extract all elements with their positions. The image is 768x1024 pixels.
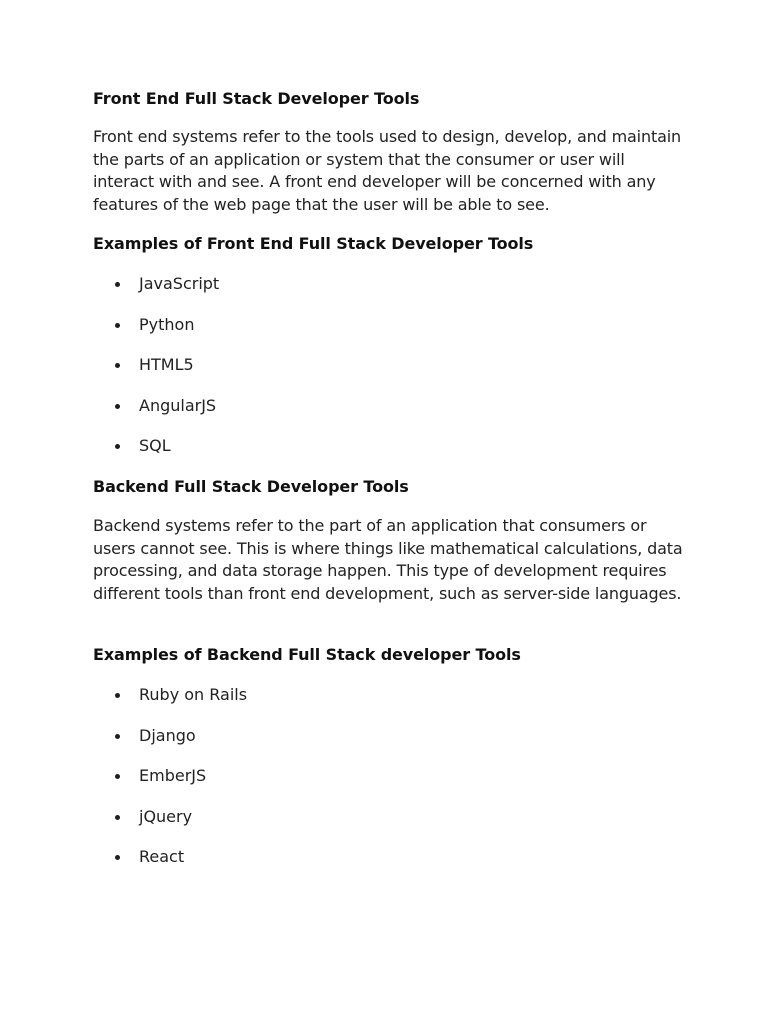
list-item-label: EmberJS xyxy=(139,766,207,786)
list-item-label: Ruby on Rails xyxy=(139,685,248,704)
bullet-icon xyxy=(115,404,120,409)
bullet-icon xyxy=(115,774,120,779)
list-item-label: Python xyxy=(139,314,195,334)
list-item xyxy=(93,765,653,806)
bullet-icon xyxy=(115,815,120,820)
list-item xyxy=(93,725,653,766)
bullet-icon xyxy=(115,734,120,739)
list-item xyxy=(93,435,653,476)
bullet-icon xyxy=(115,693,120,698)
list-item xyxy=(93,684,653,725)
bullet-icon xyxy=(115,444,120,449)
bullet-icon xyxy=(115,282,120,287)
list-item-label: AngularJS xyxy=(139,395,217,415)
backend-tools-list xyxy=(93,684,653,887)
list-item xyxy=(93,314,653,355)
list-item-label: Django xyxy=(139,725,196,745)
bullet-icon xyxy=(115,363,120,368)
list-item xyxy=(93,354,653,395)
list-item-label: JavaScript xyxy=(139,274,220,293)
bullet-icon xyxy=(115,323,120,328)
list-item-label: SQL xyxy=(139,436,171,456)
list-item xyxy=(93,273,653,314)
list-item-label: HTML5 xyxy=(139,355,194,375)
bullet-icon xyxy=(115,855,120,860)
list-item xyxy=(93,395,653,436)
front-end-tools-list xyxy=(93,273,653,476)
examples-heading-front-end: Examples of Front End Full Stack Developer Tools xyxy=(93,234,534,253)
section-heading-backend: Backend Full Stack Developer Tools xyxy=(93,477,409,496)
section-heading-front-end: Front End Full Stack Developer Tools xyxy=(93,89,420,108)
list-item-label: jQuery xyxy=(139,806,193,826)
list-item-label: React xyxy=(139,847,185,867)
section-paragraph-front-end: Front end systems refer to the tools used to design, develop, and maintain the parts of an application or system that the consumer or user will interact with and see. A front end developer will be concerned with any features of the web page that the user will be able to see. xyxy=(93,127,682,214)
list-item xyxy=(93,846,653,887)
list-item xyxy=(93,806,653,847)
examples-heading-backend: Examples of Backend Full Stack developer Tools xyxy=(93,645,521,664)
section-paragraph-backend: Backend systems refer to the part of an application that consumers or users cannot see. This is where things like mathematical calculations, data processing, and data storage happen. This type of development requires different tools than front end development, such as server-side languages. xyxy=(93,516,683,603)
